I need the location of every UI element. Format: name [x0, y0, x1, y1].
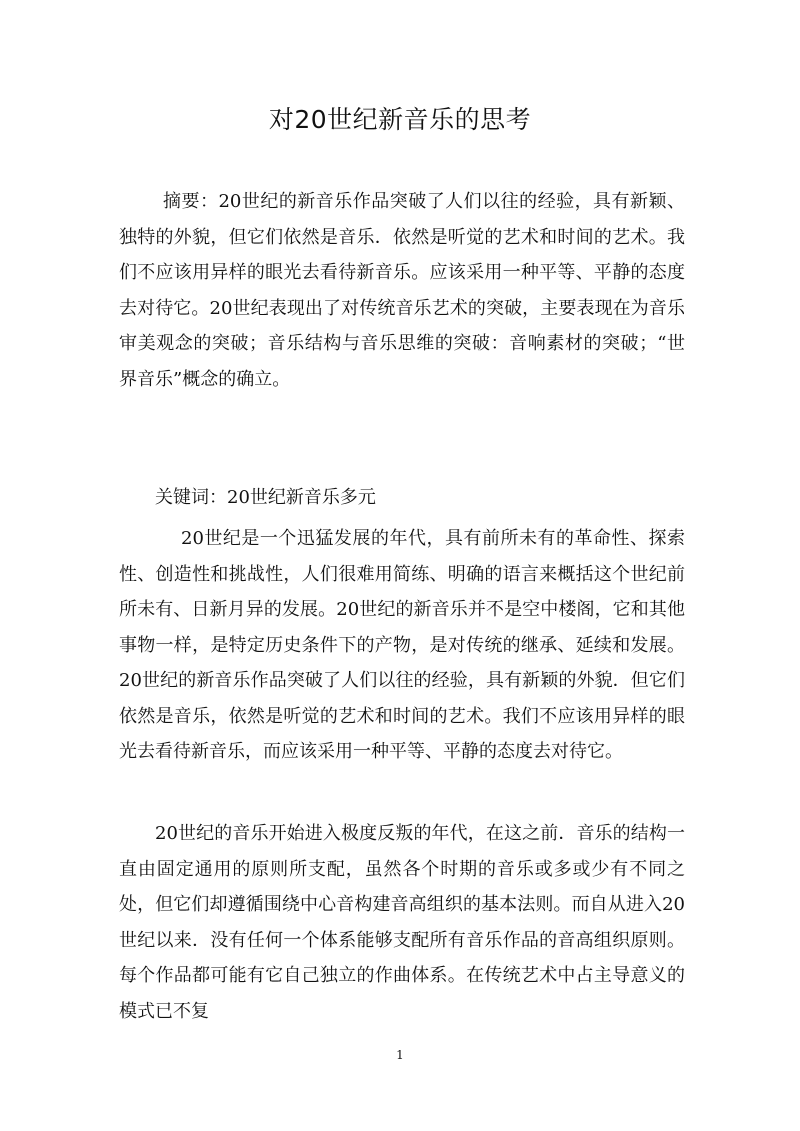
body-paragraph-2: 20世纪的音乐开始进入极度反叛的年代，在这之前．音乐的结构一直由固定通用的原则所支配，虽然各个时期的音乐或多或少有不同之处，但它们却遵循围绕中心音构建音高组织的基本法则。而自从进入20世纪以来．没有任何一个体系能够支配所有音乐作品的音高组织原则。每个作品都可能有它自己独立的作曲体系。在传统艺术中占主导意义的模式已不复 — [119, 823, 685, 1022]
body-paragraph-1: 20世纪是一个迅猛发展的年代，具有前所未有的革命性、探索性、创造性和挑战性，人们很难用简练、明确的语言来概括这个世纪前所未有、日新月异的发展。20世纪的新音乐并不是空中楼阁，它和其他事物一样，是特定历史条件下的产物，是对传统的继承、延续和发展。20世纪的新音乐作品突破了人们以往的经验，具有新颖的外貌．但它们依然是音乐，依然是听觉的艺术和时间的艺术。我们不应该用异样的眼光去看待新音乐，而应该采用一种平等、平静的态度去对待它。 — [119, 528, 685, 762]
abstract-paragraph: 摘要：20世纪的新音乐作品突破了人们以往的经验，具有新颖、独特的外貌，但它们依然是音乐．依然是听觉的艺术和时间的艺术。我们不应该用异样的眼光去看待新音乐。应该采用一种平等、平静的态度去对待它。20世纪表现出了对传统音乐艺术的突破，主要表现在为音乐审美观念的突破；音乐结构与音乐思维的突破：音响素材的突破；“世界音乐”概念的确立。 — [119, 191, 685, 390]
document-title: 对20世纪新音乐的思考 — [268, 105, 532, 134]
page-number: 1 — [396, 1048, 404, 1062]
keywords-line: 关键词：20世纪新音乐多元 — [155, 487, 376, 508]
